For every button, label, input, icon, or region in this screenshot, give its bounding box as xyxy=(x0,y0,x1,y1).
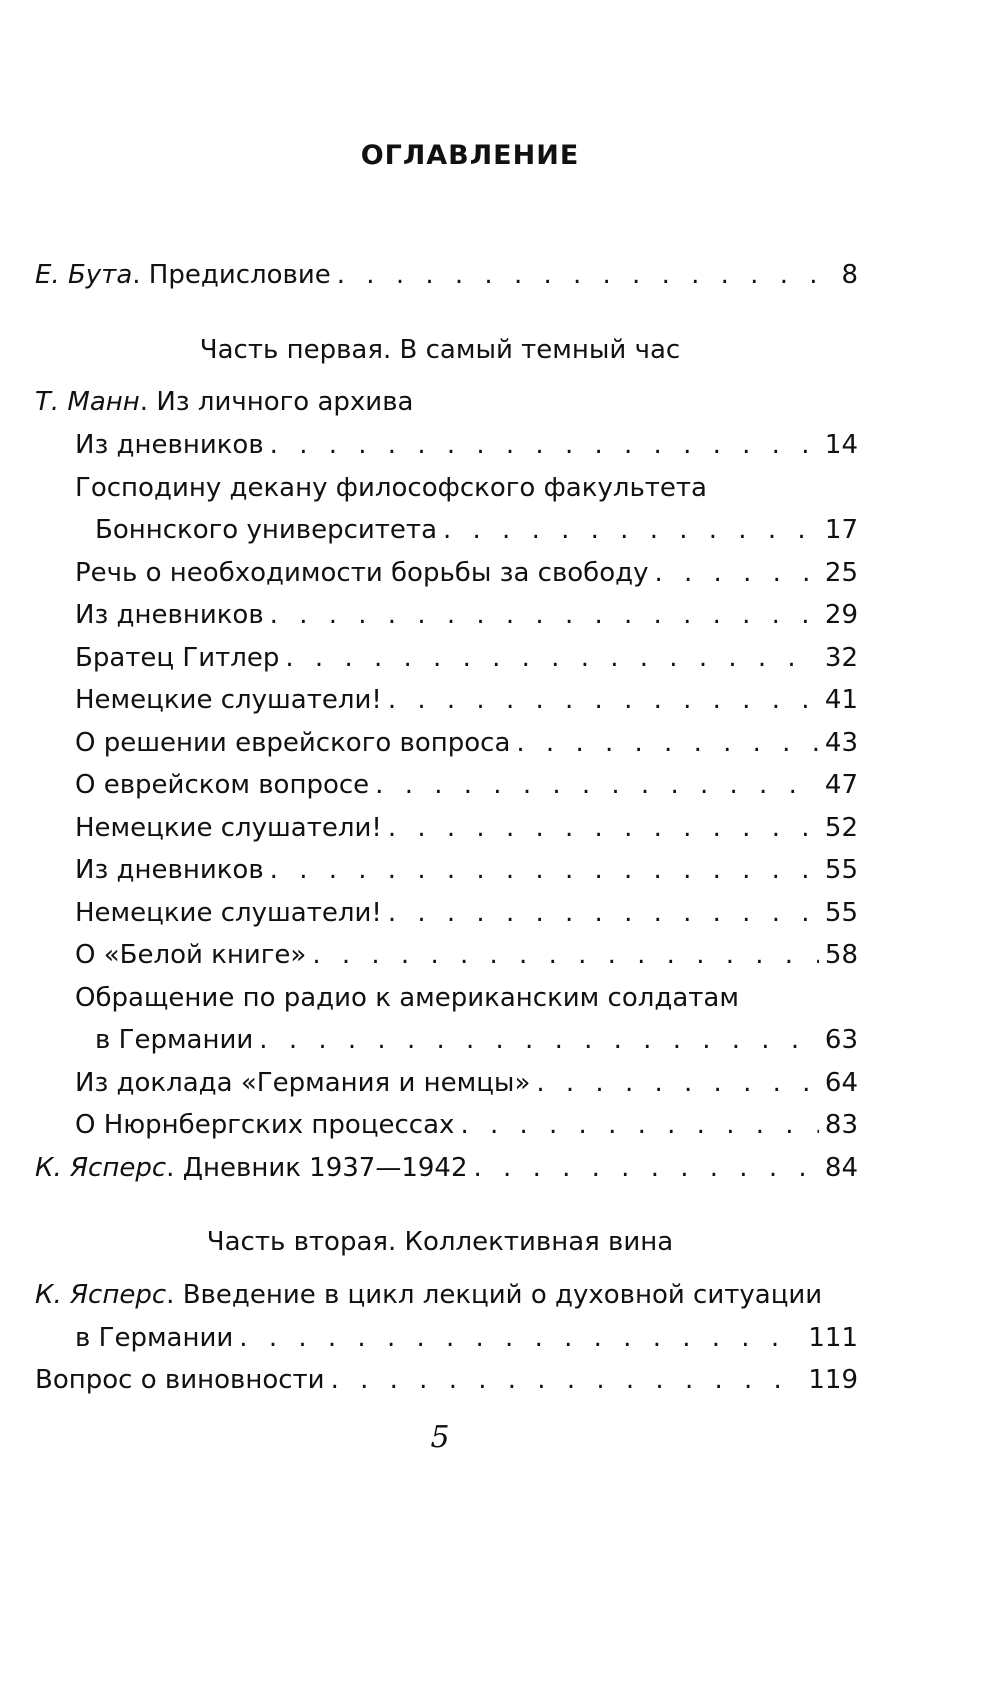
toc-entry-page: 25 xyxy=(824,558,858,588)
toc-entry-title: Речь о необходимости борьбы за свободу xyxy=(75,558,649,588)
toc-entry-title: О Нюрнбергских процессах xyxy=(75,1110,455,1140)
toc-entry-title: Господину декану философского факультета xyxy=(75,473,707,503)
toc-entry-title-text: Из личного архива xyxy=(156,387,414,417)
dot-leader xyxy=(331,1360,803,1400)
toc-entry-title: Из доклада «Германия и немцы» xyxy=(75,1068,531,1098)
toc-entry-title xyxy=(35,1148,468,1188)
toc-entry-title: Немецкие слушатели! xyxy=(75,685,382,715)
page-number: 5 xyxy=(430,1420,450,1455)
toc-entry-title xyxy=(35,1275,822,1315)
toc-entry-title-text: Введение в цикл лекций о духовной ситуации xyxy=(182,1280,823,1310)
dot-leader xyxy=(239,1318,802,1358)
toc-entry[interactable] xyxy=(75,425,858,465)
toc-entry-title: Немецкие слушатели! xyxy=(75,898,382,928)
toc-entry-line[interactable] xyxy=(75,978,858,1018)
toc-entry[interactable] xyxy=(75,723,858,763)
toc-entry-page: 32 xyxy=(824,643,858,673)
toc-entry[interactable] xyxy=(35,1148,858,1188)
toc-entry-page: 8 xyxy=(841,260,858,290)
toc-entry-page: 43 xyxy=(824,728,858,758)
toc-entry-title xyxy=(35,255,331,295)
dot-leader xyxy=(337,255,836,295)
dot-leader xyxy=(270,595,819,635)
toc-entry-title-text: Предисловие xyxy=(148,260,331,290)
toc-entry[interactable] xyxy=(75,1318,858,1358)
toc-entry[interactable] xyxy=(75,595,858,635)
toc-entry-author: К. Ясперс xyxy=(35,1280,167,1310)
toc-entry[interactable] xyxy=(75,638,858,678)
toc-entry-title: в Германии xyxy=(95,1025,254,1055)
toc-entry[interactable] xyxy=(75,808,858,848)
toc-entry-title: О «Белой книге» xyxy=(75,940,307,970)
toc-entry-page: 84 xyxy=(824,1153,858,1183)
dot-leader xyxy=(270,850,819,890)
author-separator: . xyxy=(166,1153,183,1183)
toc-entry-title: Братец Гитлер xyxy=(75,643,280,673)
part-heading: Часть первая. В самый темный час xyxy=(199,335,681,365)
toc-entry[interactable] xyxy=(35,1360,858,1400)
toc-entry-page: 55 xyxy=(824,855,858,885)
dot-leader xyxy=(388,808,819,848)
toc-entry-title-text: Дневник 1937—1942 xyxy=(182,1153,468,1183)
dot-leader xyxy=(474,1148,819,1188)
toc-entry-page: 29 xyxy=(824,600,858,630)
author-separator: . xyxy=(166,1280,183,1310)
toc-entry-page: 63 xyxy=(824,1025,858,1055)
toc-entry[interactable] xyxy=(75,1063,858,1103)
toc-entry-page: 17 xyxy=(824,515,858,545)
toc-entry-title: Немецкие слушатели! xyxy=(75,813,382,843)
toc-entry-author: К. Ясперс xyxy=(35,1153,167,1183)
toc-entry-page: 47 xyxy=(824,770,858,800)
dot-leader xyxy=(516,723,819,763)
toc-entry-author: Е. Бута xyxy=(35,260,133,290)
dot-leader xyxy=(388,893,819,933)
toc-entry[interactable] xyxy=(75,1105,858,1145)
toc-entry-title: Вопрос о виновности xyxy=(35,1365,325,1395)
toc-entry-page: 83 xyxy=(824,1110,858,1140)
toc-entry-title: Из дневников xyxy=(75,430,264,460)
toc-entry-page: 52 xyxy=(824,813,858,843)
toc-entry-title: Боннского университета xyxy=(95,515,437,545)
toc-entry-title: О решении еврейского вопроса xyxy=(75,728,511,758)
dot-leader xyxy=(270,425,819,465)
toc-entry-line[interactable] xyxy=(35,1275,858,1315)
toc-entry[interactable] xyxy=(75,935,858,975)
toc-entry[interactable] xyxy=(75,765,858,805)
toc-entry-page: 41 xyxy=(824,685,858,715)
toc-entry-preface[interactable] xyxy=(35,255,858,295)
toc-entry[interactable] xyxy=(95,510,858,550)
toc-entry-page: 58 xyxy=(824,940,858,970)
toc-entry[interactable] xyxy=(75,680,858,720)
dot-leader xyxy=(460,1105,818,1145)
dot-leader xyxy=(536,1063,819,1103)
dot-leader xyxy=(388,680,819,720)
dot-leader xyxy=(285,638,819,678)
toc-entry-page: 14 xyxy=(824,430,858,460)
toc-entry-title: Обращение по радио к американским солдатам xyxy=(75,983,739,1013)
author-separator: . xyxy=(132,260,149,290)
toc-entry[interactable] xyxy=(75,553,858,593)
dot-leader xyxy=(654,553,818,593)
page-title: ОГЛАВЛЕНИЕ xyxy=(360,140,580,171)
toc-entry-title: Из дневников xyxy=(75,600,264,630)
author-separator: . xyxy=(139,387,157,417)
toc-entry[interactable] xyxy=(75,893,858,933)
toc-entry[interactable] xyxy=(75,850,858,890)
toc-entry-title: Из дневников xyxy=(75,855,264,885)
dot-leader xyxy=(259,1020,819,1060)
toc-entry-page: 111 xyxy=(808,1323,858,1353)
toc-entry-title: в Германии xyxy=(75,1323,234,1353)
toc-entry-title xyxy=(35,382,413,422)
toc-entry[interactable] xyxy=(95,1020,858,1060)
toc-entry-page: 64 xyxy=(824,1068,858,1098)
toc-entry-line[interactable] xyxy=(75,468,858,508)
toc-entry-group xyxy=(35,382,858,422)
toc-entry-page: 119 xyxy=(808,1365,858,1395)
toc-entry-title: О еврейском вопросе xyxy=(75,770,370,800)
toc-entry-page: 55 xyxy=(824,898,858,928)
dot-leader xyxy=(375,765,819,805)
dot-leader xyxy=(443,510,819,550)
dot-leader xyxy=(312,935,819,975)
toc-entry-author: Т. Манн xyxy=(35,387,140,417)
part-heading: Часть вторая. Коллективная вина xyxy=(206,1227,674,1257)
